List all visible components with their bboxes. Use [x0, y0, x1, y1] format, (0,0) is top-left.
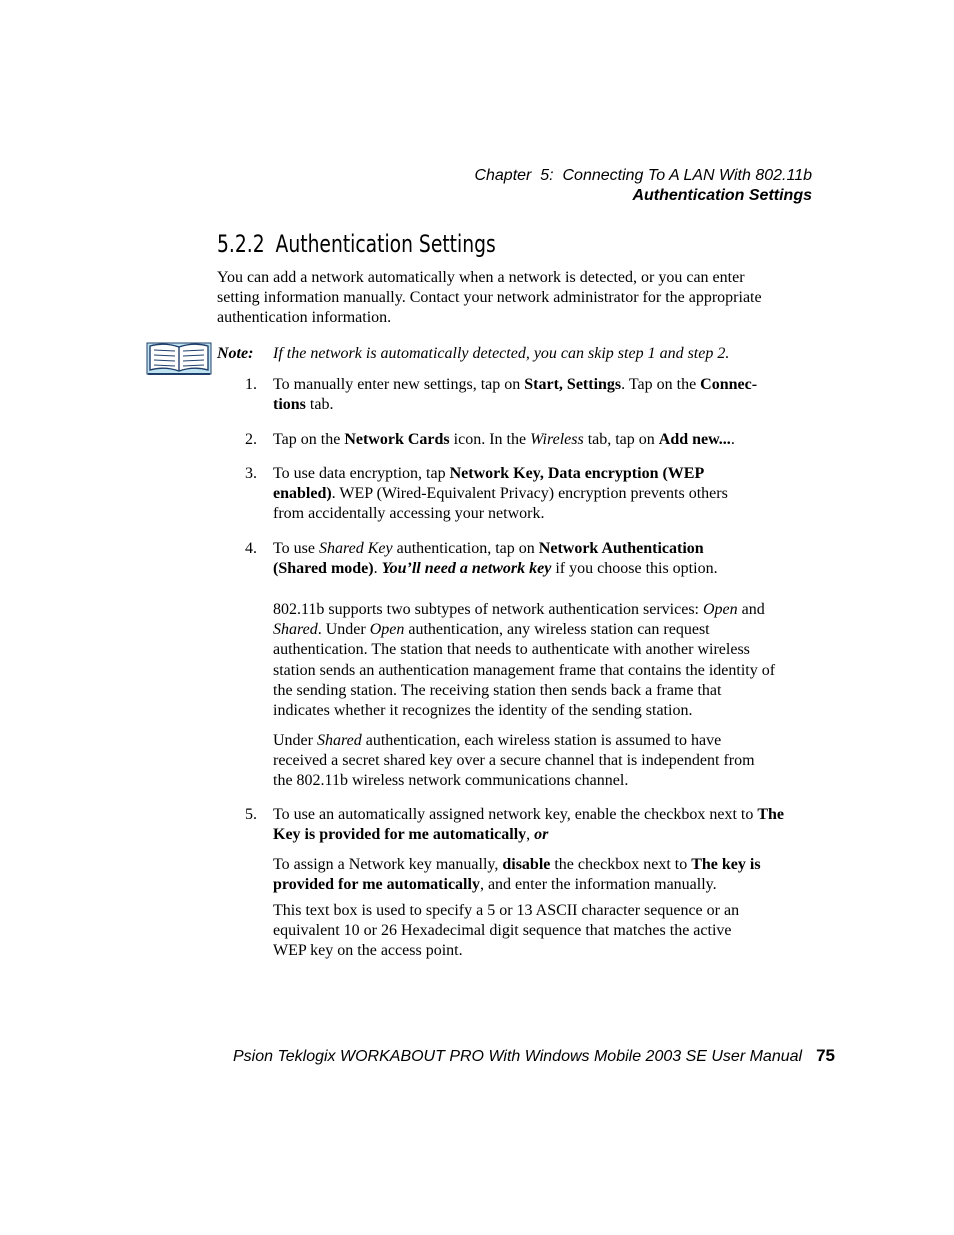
- step-4-paragraph-1: 802.11b supports two subtypes of network authentication services: Open and Shared. Under Open authentication, any wireless station can request authentication. The station that needs to authenticate with another wireless station sends an authentication management frame that contains the identity of the sending station. The receiving station then sends back a frame that indicates whether it recognizes the identity of the sending station.: [273, 601, 776, 720]
- step-4-paragraph-2: Under Shared authentication, each wireless station is assumed to have received a secret shared key over a secure channel that is independent from the 802.11b wireless network communications channel.: [273, 732, 755, 790]
- running-header: [474, 166, 812, 206]
- step-5-paragraph-2: This text box is used to specify a 5 or 13 ASCII character sequence or an equivalent 10 or 26 Hexadecimal digit sequence that matches the active WEP key on the access point.: [273, 902, 740, 960]
- step-text: Tap on the Network Cards icon. In the Wireless tab, tap on Add new....: [273, 431, 735, 448]
- section-title: Authentication Settings: [632, 187, 812, 204]
- note-text: If the network is automatically detected, you can skip step 1 and step 2.: [273, 345, 730, 362]
- section-heading: [217, 230, 496, 258]
- open-book-icon: [146, 340, 212, 376]
- footer-manual-title: Psion Teklogix WORKABOUT PRO With Windows Mobile 2003 SE User Manual: [232, 1048, 803, 1065]
- intro-paragraph: You can add a network automatically when a network is detected, or you can enter setting information manually. Contact your network administrator for the appropriate authentication information.: [217, 269, 762, 327]
- section-heading-title: Authentication Settings: [275, 230, 496, 258]
- step-number: 5.: [245, 806, 257, 823]
- page-number: 75: [816, 1046, 835, 1065]
- step-number: 2.: [245, 431, 257, 448]
- step-number: 4.: [245, 540, 257, 557]
- page-footer: [233, 1046, 835, 1066]
- note-label: Note:: [217, 345, 254, 362]
- note: [217, 344, 729, 364]
- chapter-title: Chapter 5: Connecting To A LAN With 802.11b: [474, 167, 812, 184]
- step-text: To use Shared Key authentication, tap on Network Authentication (Shared mode). You’ll need a network key if you choose this option.: [273, 540, 718, 578]
- step-5-paragraph-1: To assign a Network key manually, disable the checkbox next to The key is provided for me automatically, and enter the information manually.: [273, 856, 761, 894]
- section-number: 5.2.2: [217, 230, 265, 258]
- step-number: 3.: [245, 465, 257, 482]
- step-text: To use an automatically assigned network key, enable the checkbox next to The Key is provided for me automatically, or: [273, 806, 785, 844]
- step-number: 1.: [245, 376, 257, 393]
- step-text: To use data encryption, tap Network Key, Data encryption (WEP enabled). WEP (Wired-Equivalent Privacy) encryption prevents others from accidentally accessing your network.: [273, 465, 728, 523]
- step-text: To manually enter new settings, tap on Start, Settings. Tap on the Connec- tions tab.: [273, 376, 758, 414]
